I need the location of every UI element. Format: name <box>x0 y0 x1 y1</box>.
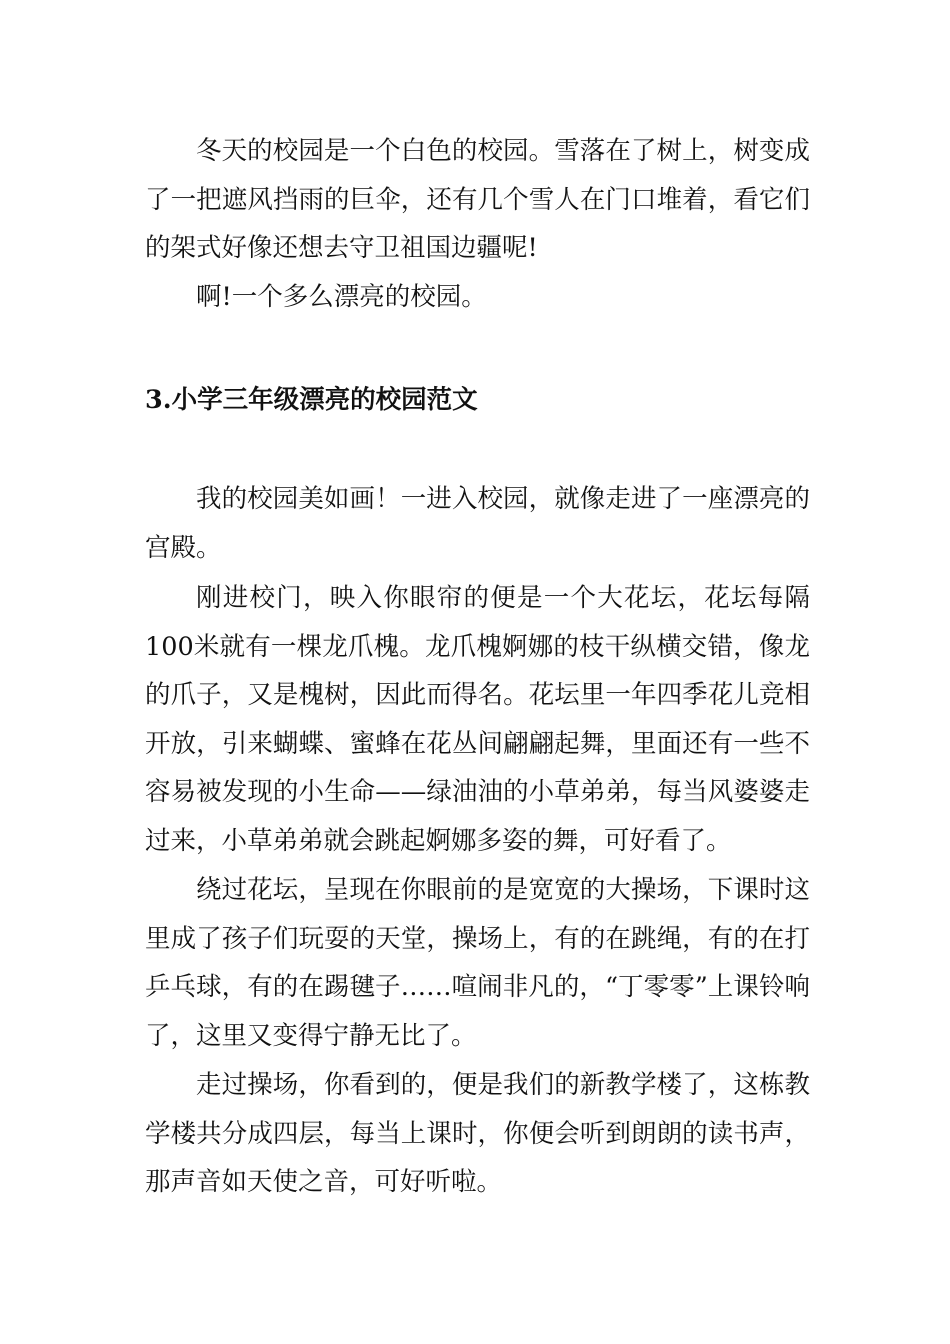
paragraph-flower-bed: 刚进校门，映入你眼帘的便是一个大花坛，花坛每隔100米就有一棵龙爪槐。龙爪槐婀娜的枝干纵横交错，像龙的爪子，又是槐树，因此而得名。花坛里一年四季花儿竞相开放，引来蝴蝶、蜜蜂在花丛间翩翩起舞，里面还有一些不容易被发现的小生命——绿油油的小草弟弟，每当风婆婆走过来，小草弟弟就会跳起婀娜多姿的舞，可好看了。 <box>145 583 810 856</box>
paragraph-beautiful-campus: 啊!一个多么漂亮的校园。 <box>196 282 487 312</box>
paragraph-playground: 绕过花坛，呈现在你眼前的是宽宽的大操场，下课时这里成了孩子们玩耍的天堂，操场上，有的在跳绳，有的在打乒乓球，有的在踢毽子……喧闹非凡的，“丁零零”上课铃响了，这里又变得宁静无比了。 <box>145 875 810 1051</box>
paragraph-teaching-building: 走过操场，你看到的，便是我们的新教学楼了，这栋教学楼共分成四层，每当上课时，你便会听到朗朗的读书声，那声音如天使之音，可好听啦。 <box>145 1070 810 1197</box>
paragraph-intro: 我的校园美如画！一进入校园，就像走进了一座漂亮的宫殿。 <box>145 484 810 563</box>
section-heading: 3.小学三年级漂亮的校园范文 <box>145 385 478 415</box>
paragraph-winter-campus: 冬天的校园是一个白色的校园。雪落在了树上，树变成了一把遮风挡雨的巨伞，还有几个雪人在门口堆着，看它们的架式好像还想去守卫祖国边疆呢! <box>145 136 810 263</box>
